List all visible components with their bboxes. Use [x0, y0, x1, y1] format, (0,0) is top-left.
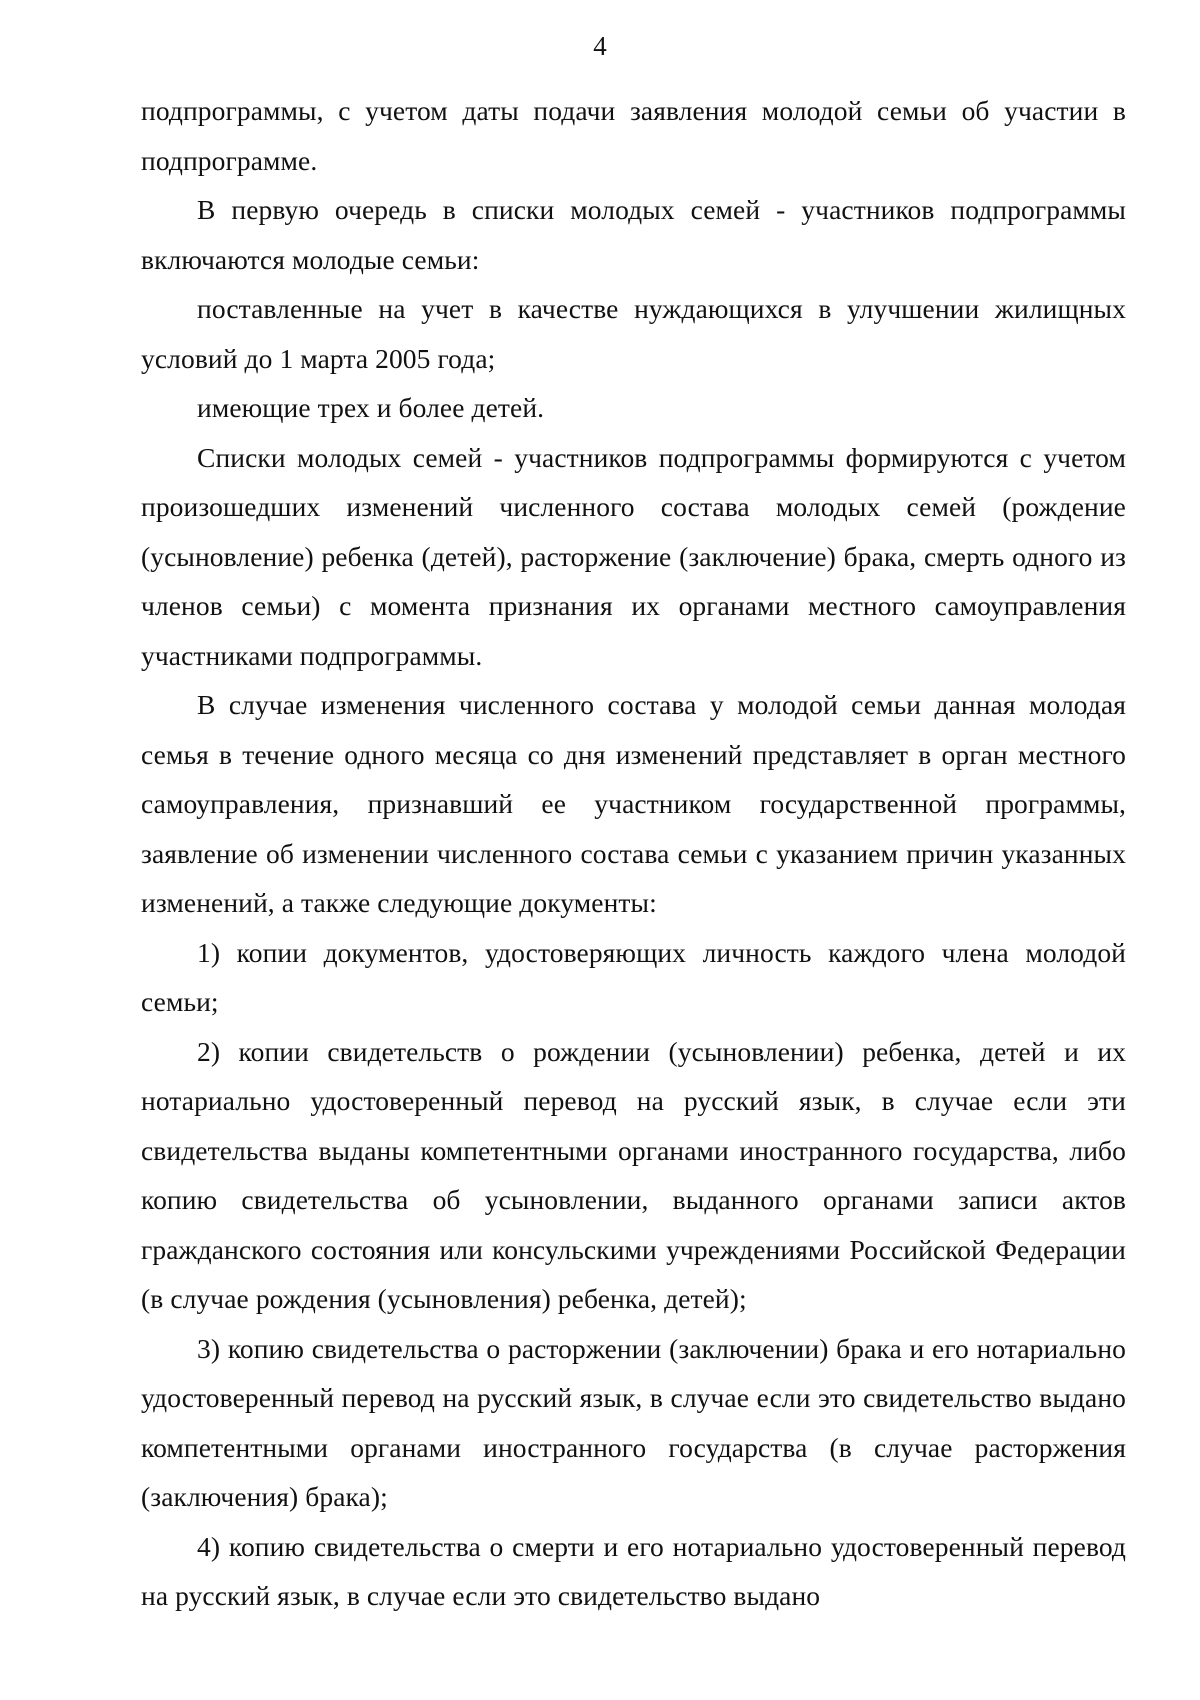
list-item-4: 4) копию свидетельства о смерти и его нотариально удостоверенный перевод на русский язык, в случае если это свидетельство выдано	[141, 1530, 1126, 1611]
list-item-3: 3) копию свидетельства о расторжении (заключении) брака и его нотариально удостоверенный перевод на русский язык, в случае если это свидетельство выдано компетентными органами иностранного государства (в случае расторжения (заключения) брака);	[141, 1332, 1126, 1512]
list-item-1: 1) копии документов, удостоверяющих личность каждого члена молодой семьи;	[141, 936, 1126, 1017]
paragraph-priority-lists: В первую очередь в списки молодых семей - участников подпрограммы включаются молодые семьи:	[141, 194, 1126, 275]
document-body	[141, 86, 1126, 1621]
paragraph-lists-formation: Списки молодых семей - участников подпрограммы формируются с учетом произошедших изменений численного состава молодых семей (рождение (усыновление) ребенка (детей), расторжение (заключение) брака, смерть одного из членов семьи) с момента признания их органами местного самоуправления участниками подпрограммы.	[141, 441, 1126, 671]
paragraph-registered-before-2005: поставленные на учет в качестве нуждающихся в улучшении жилищных условий до 1 марта 2005 года;	[141, 293, 1126, 374]
paragraph-family-change: В случае изменения численного состава у молодой семьи данная молодая семья в течение одного месяца со дня изменений представляет в орган местного самоуправления, признавший ее участником государственной программы, заявление об изменении численного состава семьи с указанием причин указанных изменений, а также следующие документы:	[141, 689, 1126, 918]
page-number: 4	[593, 31, 607, 61]
paragraph-continuation: подпрограммы, с учетом даты подачи заявления молодой семьи об участии в подпрограмме.	[141, 95, 1126, 176]
paragraph-three-children: имеющие трех и более детей.	[197, 392, 545, 423]
list-item-2: 2) копии свидетельств о рождении (усыновлении) ребенка, детей и их нотариально удостоверенный перевод на русский язык, в случае если эти свидетельства выданы компетентными органами иностранного государства, либо копию свидетельства об усыновлении, выданного органами записи актов гражданского состояния или консульскими учреждениями Российской Федерации (в случае рождения (усыновления) ребенка, детей);	[141, 1035, 1126, 1314]
